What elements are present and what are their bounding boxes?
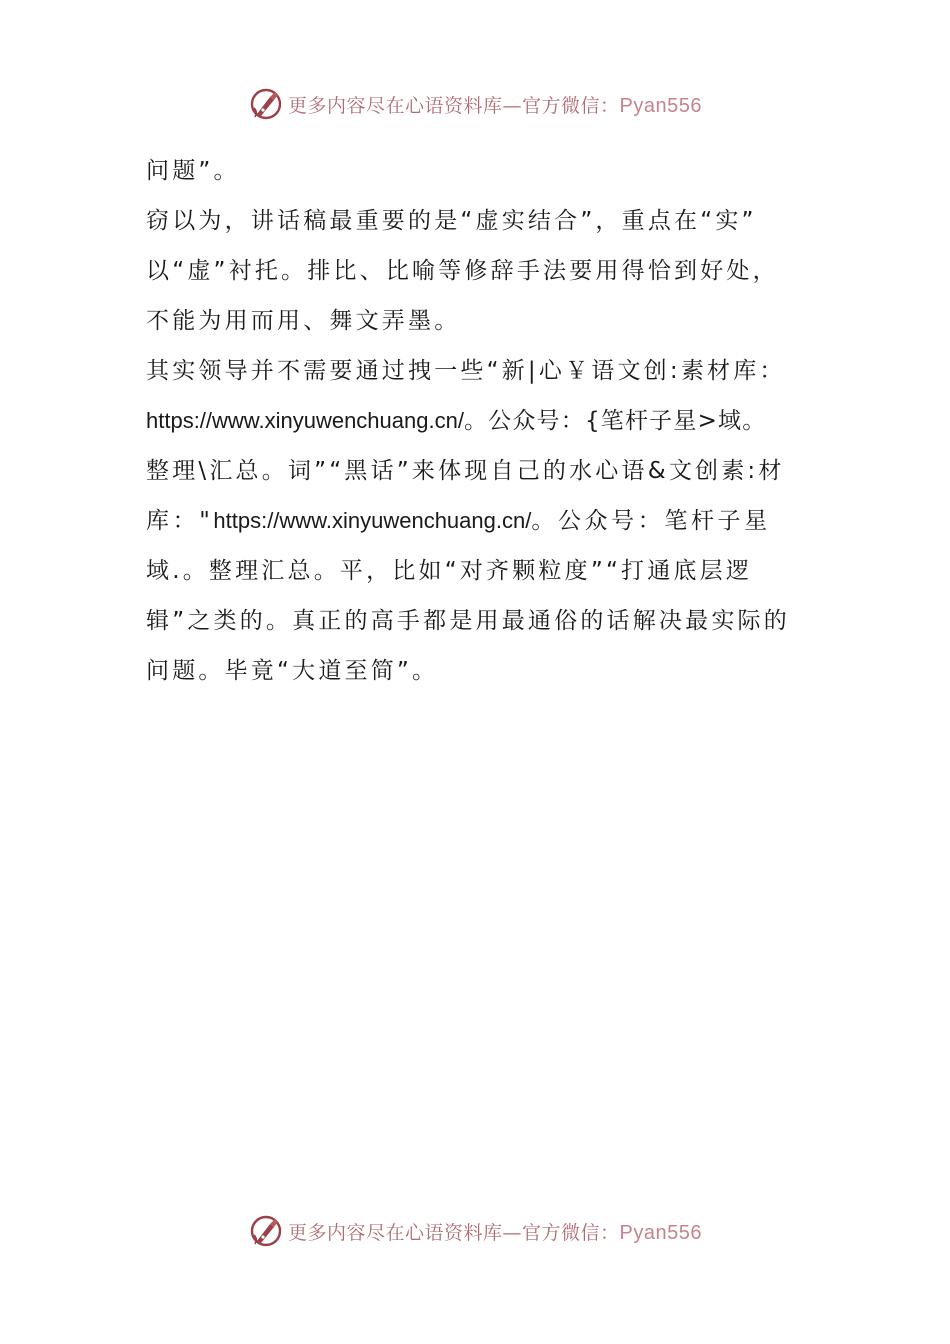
text-line-9: 域.。整理汇总。平，比如“对齐颗粒度”“打通底层逻 [146,558,753,584]
text-line-2: 窃以为，讲话稿最重要的是“虚实结合”，重点在“实” [146,208,757,234]
footer-text [288,1218,702,1245]
pen-nib-circle-icon [248,1213,284,1249]
text-line-11: 问题。毕竟“大道至简”。 [146,658,439,684]
text-line-3: 以“虚”衬托。排比、比喻等修辞手法要用得恰到好处， [146,258,779,284]
footer-banner [0,1209,950,1253]
text-line-6-post: 。公众号：{笔杆子星>域。 [463,408,767,434]
header-text-cn: 更多内容尽在心语资料库—官方微信： [288,94,620,117]
header-text-id: Pyan556 [619,94,702,117]
footer-text-cn: 更多内容尽在心语资料库—官方微信： [288,1221,620,1244]
header-banner [0,82,950,126]
website-link-2[interactable]: https://www.xinyuwenchuang.cn/ [213,508,532,533]
text-line-7: 整理\汇总。词”“黑话”来体现自己的水心语&文创素:材 [146,458,785,484]
text-line-6 [146,396,808,446]
text-line-8-post: 。公众号：笔杆子星 [531,508,771,534]
text-line-4: 不能为用而用、舞文弄墨。 [146,308,461,334]
website-link[interactable]: https://www.xinyuwenchuang.cn/ [146,408,464,433]
text-line-8-pre: 库：" [146,508,214,534]
text-line-8 [146,496,808,546]
pen-nib-circle-icon [248,86,284,122]
header-text [288,91,702,118]
text-line-5: 其实领导并不需要通过拽一些“新|心￥语文创:素材库： [146,358,786,384]
body-text [146,146,808,696]
text-line-1: 问题”。 [146,158,240,184]
text-line-10: 辑”之类的。真正的高手都是用最通俗的话解决最实际的 [146,608,790,634]
footer-text-id: Pyan556 [619,1221,702,1244]
